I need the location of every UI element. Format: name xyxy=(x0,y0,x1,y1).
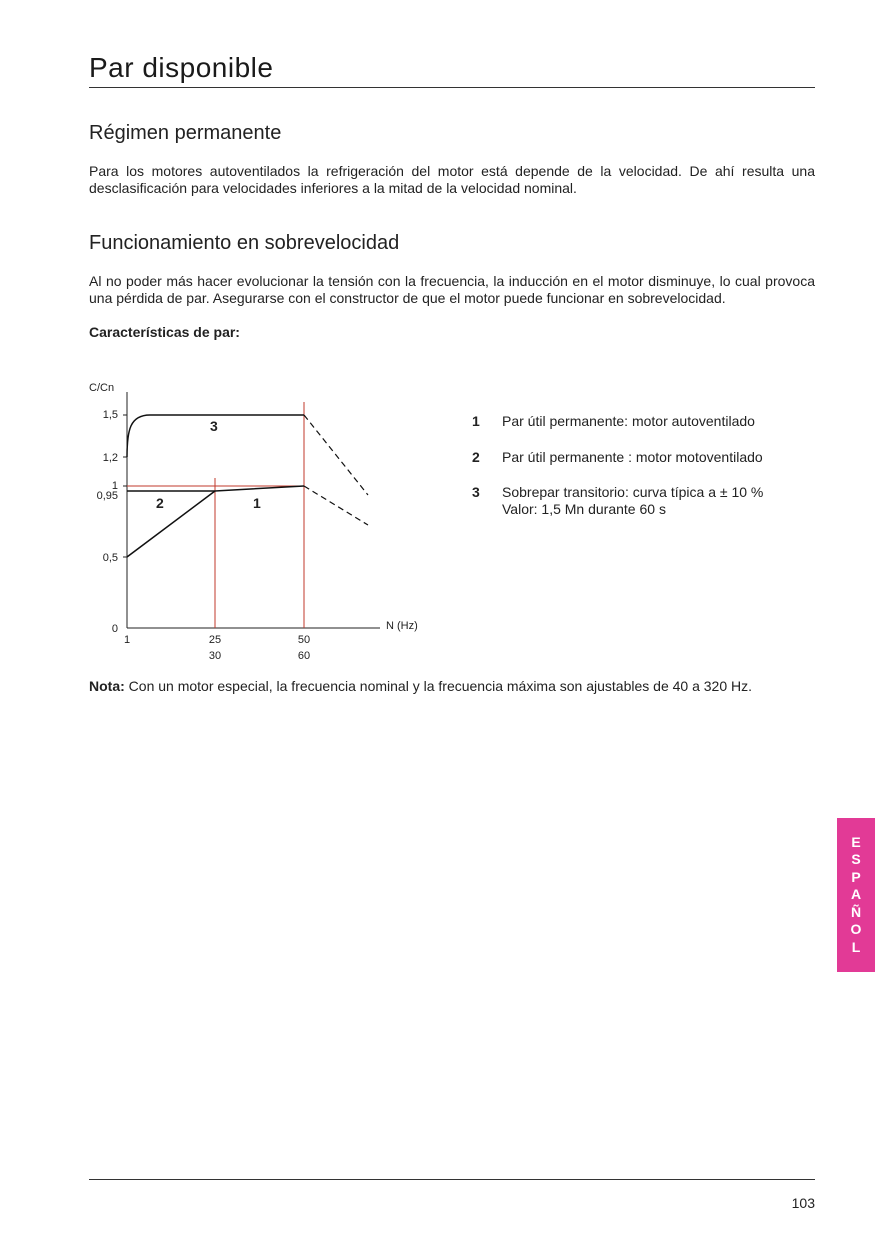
language-letter: P xyxy=(851,868,861,885)
torque-chart xyxy=(80,370,440,670)
y-ticks xyxy=(97,409,127,635)
x-ticks xyxy=(124,634,310,662)
y-tick-label: 1,2 xyxy=(102,452,118,464)
page-number: 103 xyxy=(791,1195,815,1211)
curve-2 xyxy=(127,491,215,557)
section-heading-sobrevelocidad: Funcionamiento en sobrevelocidad xyxy=(89,232,400,254)
page-title: Par disponible xyxy=(89,50,815,88)
section-heading-regimen: Régimen permanente xyxy=(89,122,282,144)
y-axis-label: C/Cn xyxy=(89,382,115,394)
section-text-regimen: Para los motores autoventilados la refrigeración del motor está depende de la velocidad. De ahí resulta una desclasificación para velocidades inferiores a la mitad de la velocidad nominal. xyxy=(89,163,815,196)
language-letter: O xyxy=(850,921,862,938)
x-axis-label: N (Hz) xyxy=(386,620,418,632)
legend-text: Sobrepar transitorio: curva típica a ± 10 % xyxy=(502,484,764,500)
footer-divider xyxy=(89,1179,815,1180)
curve-label-3: 3 xyxy=(210,418,218,434)
legend-text-2: Valor: 1,5 Mn durante 60 s xyxy=(502,501,666,517)
legend-text: Par útil permanente : motor motoventilado xyxy=(502,449,763,465)
legend-number: 1 xyxy=(472,413,480,429)
note-text: Con un motor especial, la frecuencia nominal y la frecuencia máxima son ajustables de 40 a 320 Hz. xyxy=(124,678,753,694)
language-tab xyxy=(837,818,875,972)
y-tick-label: 1 xyxy=(111,480,118,492)
curve-1-extension xyxy=(304,486,368,525)
language-letter: S xyxy=(851,851,861,868)
x-tick-label: 25 xyxy=(208,634,222,646)
legend-number: 3 xyxy=(472,484,480,500)
note-label: Nota: xyxy=(89,678,125,694)
x-tick-label: 50 xyxy=(297,634,311,646)
language-letter: Ñ xyxy=(850,903,862,920)
y-tick-label: 0,95 xyxy=(96,490,118,502)
legend-text: Par útil permanente: motor autoventilado xyxy=(502,413,755,429)
curve-label-1: 1 xyxy=(253,495,261,511)
language-letter: A xyxy=(850,886,862,903)
note xyxy=(89,678,815,695)
x-tick-label: 1 xyxy=(123,634,131,646)
curve-label-2: 2 xyxy=(156,495,164,511)
language-letter: L xyxy=(851,938,861,955)
x-tick-label: 30 xyxy=(208,650,222,662)
y-tick-label: 0 xyxy=(111,623,118,635)
x-tick-label: 60 xyxy=(297,650,311,662)
curve-3-extension xyxy=(304,415,368,495)
y-tick-label: 1,5 xyxy=(102,409,118,421)
characteristics-label: Características de par: xyxy=(89,324,240,340)
section-text-sobrevelocidad: Al no poder más hacer evolucionar la tensión con la frecuencia, la inducción en el motor disminuye, lo cual provoca una pérdida de par. Asegurarse con el constructor de que el motor puede funcionar en sobrevelocidad. xyxy=(89,273,815,306)
y-tick-label: 0,5 xyxy=(102,552,118,564)
language-letter: E xyxy=(851,833,861,850)
legend-number: 2 xyxy=(472,449,480,465)
